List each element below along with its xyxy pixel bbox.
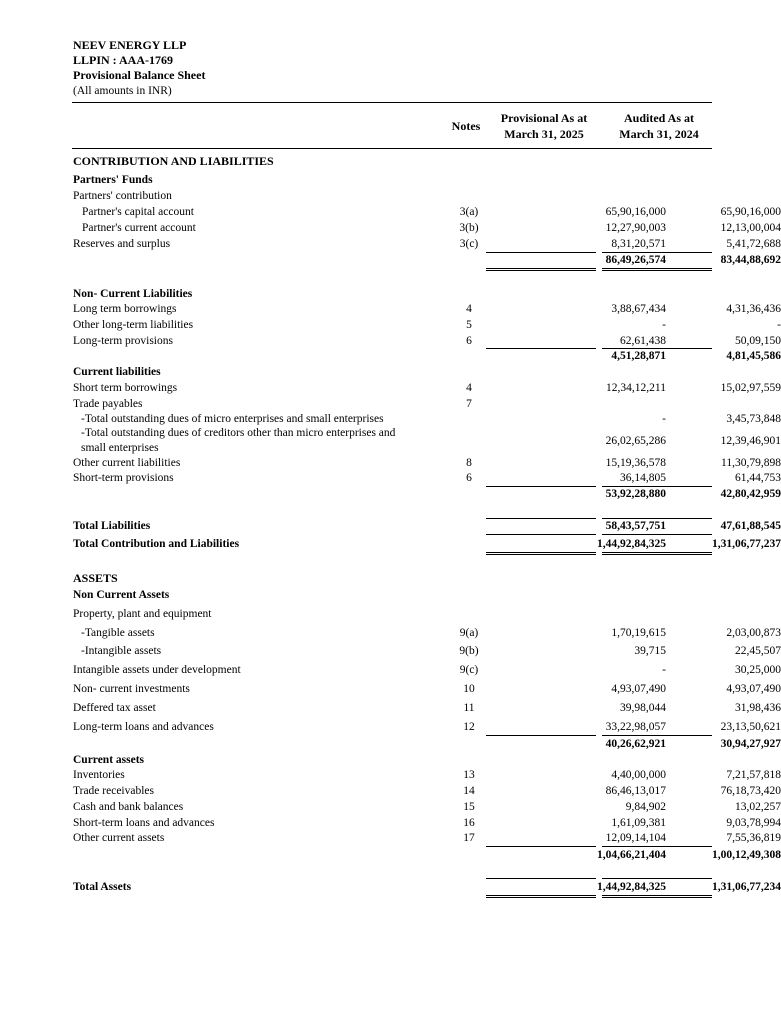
total-liabilities-row: Total Liabilities 58,43,57,751 47,61,88,545 [73, 520, 781, 532]
subtotal-row: 86,49,26,574 83,44,88,692 [605, 254, 781, 266]
line-item: Other long-term liabilities 5 - - [73, 319, 781, 331]
subsection-heading: Current assets [73, 754, 145, 766]
subsection-heading: Partners' Funds [73, 174, 153, 186]
total-rule [486, 534, 596, 535]
line-item: Long term borrowings 4 3,88,67,434 4,31,36,436 [73, 303, 781, 315]
amounts-note: (All amounts in INR) [73, 85, 172, 97]
line-item: Cash and bank balances 15 9,84,902 13,02,257 [73, 801, 781, 813]
line-item: -Total outstanding dues of micro enterprises and small enterprises - 3,45,73,848 [81, 413, 781, 425]
total-contribution-row: Total Contribution and Liabilities 1,44,92,84,325 1,31,06,77,237 [73, 538, 781, 550]
line-item: Short term borrowings 4 12,34,12,211 15,02,97,559 [73, 382, 781, 394]
total-double-rule [486, 552, 596, 555]
line-item: Deffered tax asset 11 39,98,044 31,98,436 [73, 702, 781, 714]
line-item: Inventories 13 4,40,00,000 7,21,57,818 [73, 769, 781, 781]
line-item: -Intangible assets 9(b) 39,715 22,45,507 [81, 645, 781, 657]
line-label: Partners' contribution [73, 190, 172, 202]
line-item: Partner's capital account 3(a) 65,90,16,000 65,90,16,000 [82, 206, 781, 218]
total-rule [602, 534, 712, 535]
company-name: NEEV ENERGY LLP [73, 38, 187, 52]
line-item: Reserves and surplus 3(c) 8,31,20,571 5,41,72,688 [73, 238, 781, 250]
line-label: -Total outstanding dues of creditors other than micro enterprises and [81, 427, 396, 439]
line-item: Long-term provisions 6 62,61,438 50,09,150 [73, 335, 781, 347]
line-item: Other current assets 17 12,09,14,104 7,55,36,819 [73, 832, 781, 844]
line-item: Long-term loans and advances 12 33,22,98,057 23,13,50,621 [73, 721, 781, 733]
line-label: small enterprises [81, 442, 159, 454]
subtotal-row: 53,92,28,880 42,80,42,959 [605, 488, 781, 500]
line-item: 26,02,65,286 12,39,46,901 [605, 435, 781, 447]
audited-column-header: Audited As at March 31, 2024 [619, 111, 699, 141]
total-assets-row: Total Assets 1,44,92,84,325 1,31,06,77,234 [73, 881, 781, 893]
subtotal-row: 1,04,66,21,404 1,00,12,49,308 [597, 849, 781, 861]
line-item: Short-term provisions 6 36,14,805 61,44,753 [73, 472, 781, 484]
line-item: Other current liabilities 8 15,19,36,578 11,30,79,898 [73, 457, 781, 469]
header-top-rule [72, 102, 712, 103]
header-bottom-rule [72, 148, 712, 149]
section-heading: CONTRIBUTION AND LIABILITIES [73, 154, 274, 168]
subsection-heading: Non- Current Liabilities [73, 288, 193, 300]
line-label: Property, plant and equipment [73, 608, 212, 620]
total-double-rule [602, 895, 712, 898]
subtotal-row: 40,26,62,921 30,94,27,927 [605, 738, 781, 750]
total-double-rule [486, 268, 596, 271]
subtotal-row: 4,51,28,871 4,81,45,586 [611, 350, 781, 362]
subsection-heading: Non Current Assets [73, 589, 170, 601]
total-double-rule [486, 895, 596, 898]
subsection-heading: Current liabilities [73, 366, 161, 378]
line-item: Partner's current account 3(b) 12,27,90,003 12,13,00,004 [82, 222, 781, 234]
total-double-rule [602, 268, 712, 271]
section-heading: ASSETS [73, 571, 118, 585]
report-title: Provisional Balance Sheet [73, 68, 206, 82]
line-item: Trade payables 7 [73, 398, 472, 410]
line-item: Trade receivables 14 86,46,13,017 76,18,73,420 [73, 785, 781, 797]
provisional-column-header: Provisional As at March 31, 2025 [500, 111, 588, 141]
llpin: LLPIN : AAA-1769 [73, 53, 174, 67]
total-double-rule [602, 552, 712, 555]
line-item: Non- current investments 10 4,93,07,490 4,93,07,490 [73, 683, 781, 695]
notes-column-header: Notes [451, 119, 481, 133]
line-item: Intangible assets under development 9(c) - 30,25,000 [73, 664, 781, 676]
line-item: Short-term loans and advances 16 1,61,09,381 9,03,78,994 [73, 817, 781, 829]
line-item: -Tangible assets 9(a) 1,70,19,615 2,03,00,873 [81, 627, 781, 639]
